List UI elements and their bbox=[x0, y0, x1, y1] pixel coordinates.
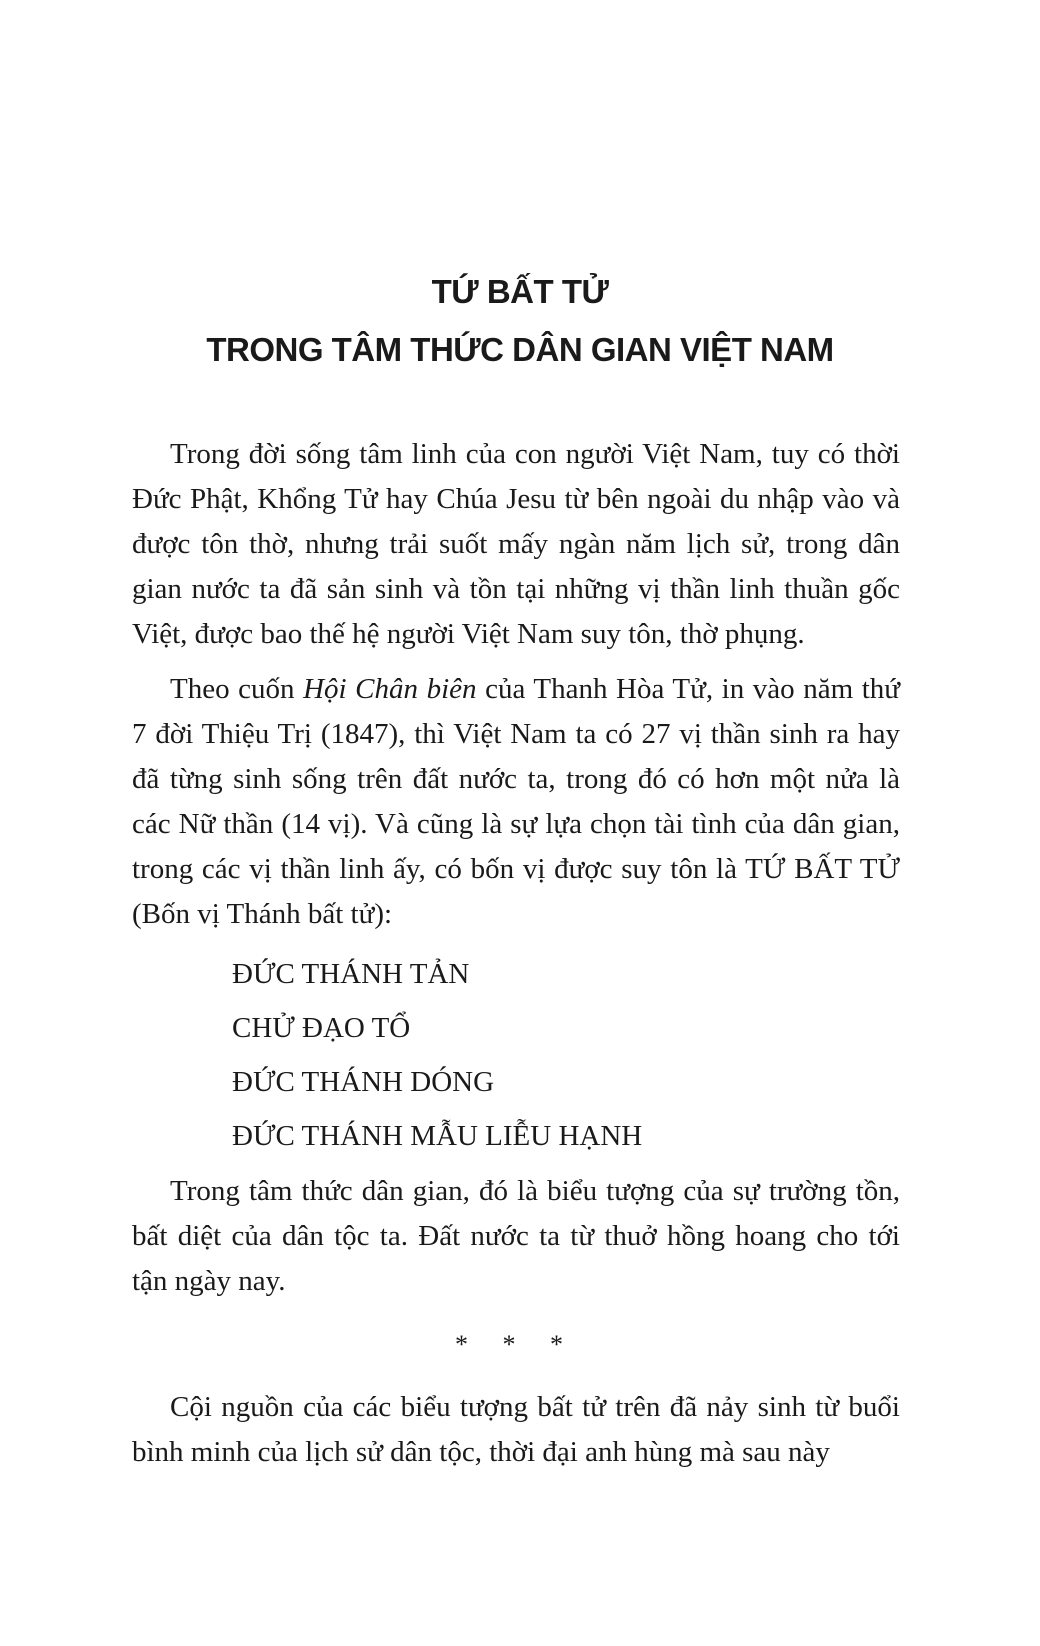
list-item: ĐỨC THÁNH MẪU LIỄU HẠNH bbox=[232, 1120, 643, 1152]
list-item: ĐỨC THÁNH DÓNG bbox=[232, 1066, 495, 1098]
paragraph-1: Trong đời sống tâm linh của con người Việt Nam, tuy có thời Đức Phật, Khổng Tử hay Chúa Jesu từ bên ngoài du nhập vào và được tôn thờ, nhưng trải suốt mấy ngàn năm lịch sử, trong dân gian nước ta đã sản sinh và tồn tại những vị thần linh thuần gốc Việt, được bao thế hệ người Việt Nam suy tôn, thờ phụng. bbox=[132, 438, 900, 650]
chapter-title-line-2: TRONG TÂM THỨC DÂN GIAN VIỆT NAM bbox=[206, 331, 834, 368]
section-separator: * * * bbox=[455, 1330, 577, 1359]
paragraph-3: Trong tâm thức dân gian, đó là biểu tượng của sự trường tồn, bất diệt của dân tộc ta. Đất nước ta từ thuở hồng hoang cho tới tận ngày nay. bbox=[132, 1175, 900, 1297]
paragraph-4: Cội nguồn của các biểu tượng bất tử trên đã nảy sinh từ buổi bình minh của lịch sử dân tộc, thời đại anh hùng mà sau này bbox=[132, 1391, 900, 1468]
paragraph-2-rest: của Thanh Hòa Tử, in vào năm thứ 7 đời Thiệu Trị (1847), thì Việt Nam ta có 27 vị thần sinh ra hay đã từng sinh sống trên đất nước ta, trong đó có hơn một nửa là các Nữ thần (14 vị). Và cũng là sự lựa chọn tài tình của dân gian, trong các vị thần linh ấy, có bốn vị được suy tôn là TỨ BẤT TỬ (Bốn vị Thánh bất tử): bbox=[132, 673, 900, 930]
chapter-title-line-1: TỨ BẤT TỬ bbox=[431, 273, 609, 310]
chapter-title bbox=[0, 268, 1040, 374]
paragraph-2 bbox=[132, 667, 900, 937]
book-title-italic: Hội Chân biên bbox=[303, 673, 477, 705]
paragraph-2-start: Theo cuốn bbox=[170, 673, 304, 705]
list-item: CHỬ ĐẠO TỔ bbox=[232, 1012, 411, 1044]
chapter-body bbox=[132, 432, 900, 1475]
list-item: ĐỨC THÁNH TẢN bbox=[232, 958, 470, 990]
immortals-list bbox=[132, 947, 900, 1163]
